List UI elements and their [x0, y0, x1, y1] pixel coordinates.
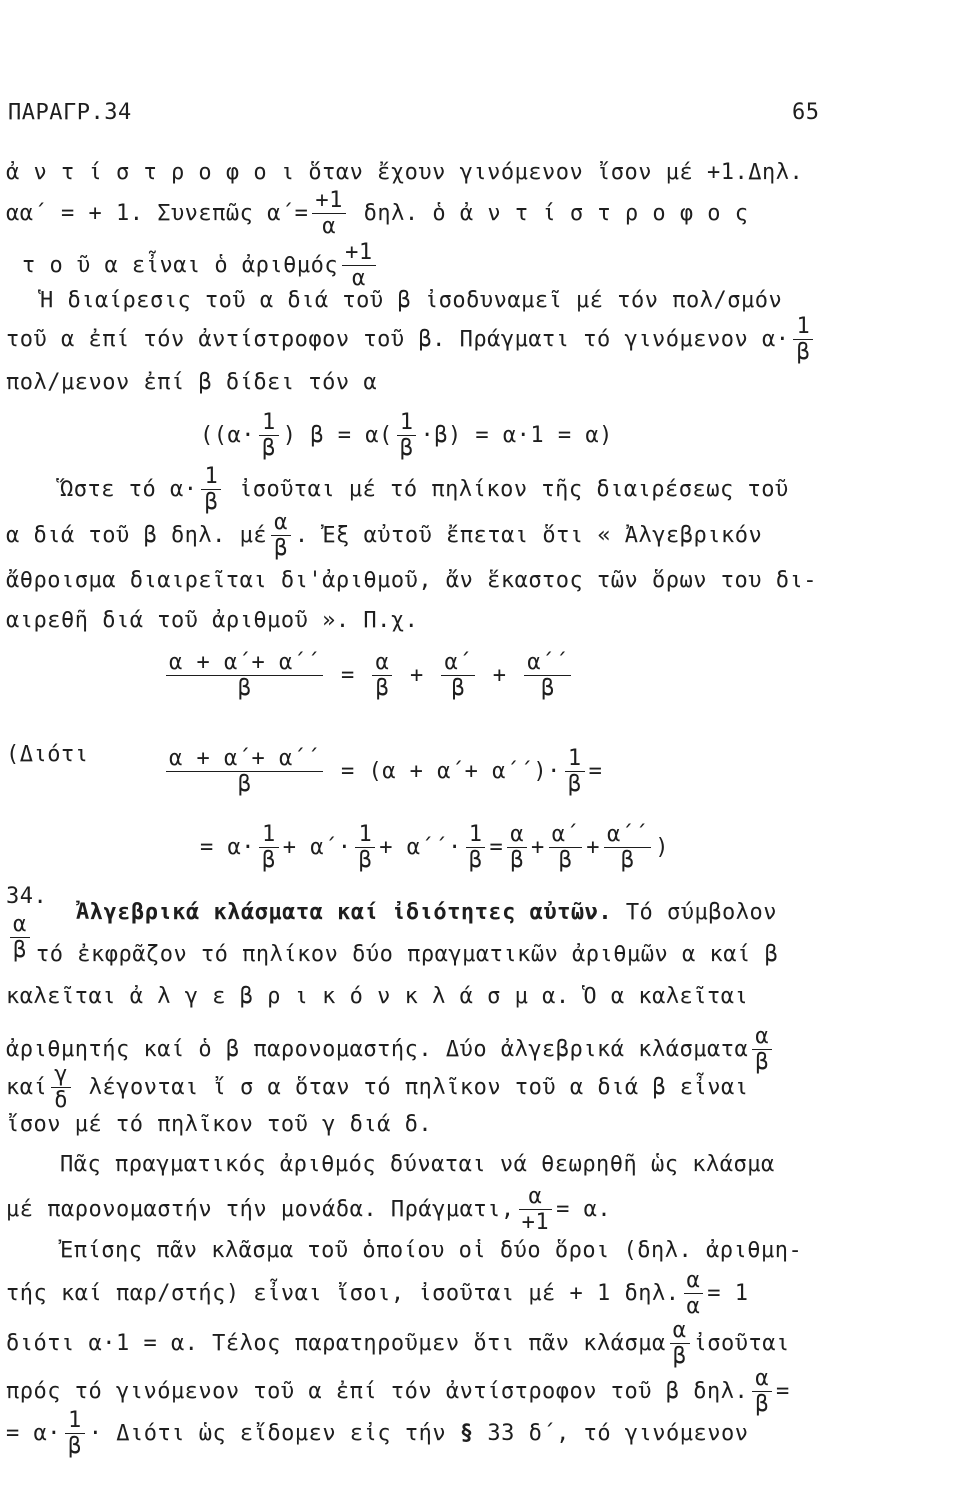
text-span: ἀ ν τ ί σ τ ρ ο φ ο ς — [459, 200, 749, 226]
text-span: + α΄· — [282, 834, 352, 860]
text-line — [6, 984, 748, 1009]
numerator: α — [519, 1184, 553, 1210]
denominator: α — [352, 266, 366, 292]
numerator: α + α΄+ α΄΄ — [166, 650, 323, 676]
text-span: Ὁ α καλεῖται — [583, 984, 749, 1009]
numerator: α — [684, 1268, 704, 1294]
denominator: β — [567, 772, 582, 798]
fraction — [166, 650, 323, 702]
numerator: α — [507, 822, 527, 848]
fraction — [441, 650, 475, 702]
section-heading — [76, 900, 777, 925]
text-line — [6, 1062, 749, 1114]
equals-sign: = — [340, 662, 355, 688]
equation-line — [200, 410, 613, 462]
fraction — [342, 240, 376, 292]
text-line — [6, 510, 762, 562]
text-span: α διά τοῦ β δηλ. μέ — [6, 522, 268, 548]
denominator: β — [540, 676, 555, 702]
fraction — [752, 1366, 772, 1418]
denominator: β — [558, 848, 573, 874]
denominator: δ — [54, 1088, 68, 1114]
numerator: α — [10, 912, 30, 938]
text-line — [6, 188, 749, 240]
denominator: β — [274, 536, 288, 562]
numerator: α΄΄ — [524, 650, 571, 676]
text-span: Ὥστε τό α· — [60, 476, 198, 502]
denominator: β — [672, 1344, 687, 1370]
fraction — [670, 1318, 690, 1370]
equals-sign: = — [588, 758, 603, 784]
denominator: β — [67, 1434, 82, 1460]
fraction — [604, 822, 651, 874]
term-emphasis: κ λ ά σ μ α. — [404, 984, 570, 1009]
text-span: λέγονται — [88, 1074, 199, 1100]
numerator: 1 — [65, 1408, 85, 1434]
numerator: 1 — [259, 822, 279, 848]
fraction — [684, 1268, 704, 1320]
text-span: Τό σύμβολον — [625, 900, 778, 925]
section-number: 34. — [6, 884, 48, 909]
denominator: β — [237, 772, 252, 798]
text-line: Ἡ διαίρεσις τοῦ α διά τοῦ β ἰσοδυναμεῖ μέ τόν πολ/σμόν — [40, 288, 783, 313]
denominator: β — [468, 848, 483, 874]
text-span: τοῦ α ἐπί τόν ἀντίστροφον τοῦ β. Πράγματι τό γινόμενον α· — [6, 326, 790, 352]
fraction — [51, 1062, 71, 1114]
text-line — [6, 1318, 790, 1370]
equation-line — [200, 822, 669, 874]
numerator: α΄΄ — [604, 822, 651, 848]
text-span: = α· — [6, 1420, 61, 1446]
text-line: τό ἐκφρᾶζον τό πηλίκον δύο πραγματικῶν ἀριθμῶν α καί β — [36, 942, 779, 967]
numerator: 1 — [466, 822, 486, 848]
plus-sign: + — [530, 834, 545, 860]
numerator: α + α΄+ α΄΄ — [166, 746, 323, 772]
text-line: αιρεθῆ διά τοῦ ἀριθμοῦ ». Π.χ. — [6, 608, 419, 633]
numerator: α — [752, 1024, 772, 1050]
close-paren: ) — [655, 834, 669, 860]
text-span: ὅταν τό πηλῖκον τοῦ α διά β εἶναι — [294, 1074, 749, 1100]
fraction — [372, 650, 392, 702]
text-span: δηλ. ὁ — [363, 200, 447, 226]
fraction — [259, 822, 279, 874]
page-header-section: ΠΑΡΑΓΡ.34 — [8, 100, 132, 125]
plus-sign: + — [492, 662, 507, 688]
plus-sign: + — [409, 662, 424, 688]
numerator: 1 — [201, 464, 221, 490]
denominator: β — [261, 436, 276, 462]
denominator: β — [620, 848, 635, 874]
plus-sign: + — [586, 834, 600, 860]
text-line — [6, 912, 34, 964]
numerator: α — [372, 650, 392, 676]
denominator: β — [261, 848, 276, 874]
denominator: β — [13, 938, 27, 964]
text-span: διότι α·1 = α. Τέλος παρατηροῦμεν ὅτι πᾶν κλάσμα — [6, 1330, 666, 1356]
denominator: β — [399, 436, 414, 462]
text-line — [6, 1408, 749, 1460]
numerator: 1 — [397, 410, 417, 436]
text-span: . Ἐξ αὐτοῦ ἔπεται ὅτι « Ἀλγεβρικόν — [294, 522, 763, 548]
text-span: καί — [6, 1074, 48, 1100]
text-span: ἰσοῦται μέ τό πηλίκον τῆς διαιρέσεως τοῦ — [238, 476, 789, 502]
numerator: α — [752, 1366, 772, 1392]
denominator: α — [322, 214, 337, 240]
term-emphasis: ἴ σ α — [212, 1074, 282, 1100]
denominator: β — [755, 1050, 769, 1076]
denominator: β — [358, 848, 373, 874]
numerator: α΄ — [549, 822, 583, 848]
text-line: (Διότι — [6, 742, 89, 767]
denominator: +1 — [521, 1210, 550, 1236]
text-span: = α. — [556, 1196, 612, 1222]
text-span: τής καί παρ/στής) εἶναι ἴσοι, ἰσοῦται μέ + 1 δηλ. — [6, 1280, 680, 1306]
fraction — [397, 410, 417, 462]
fraction — [519, 1184, 553, 1236]
text-line — [22, 240, 380, 292]
section-title: Ἀλγεβρικά κλάσματα καί ἰδιότητες αὐτῶν. — [76, 900, 613, 925]
numerator: α΄ — [441, 650, 475, 676]
page-number: 65 — [792, 100, 820, 125]
fraction — [259, 410, 279, 462]
fraction — [549, 822, 583, 874]
text-span: = α· — [200, 834, 255, 860]
text-line: ἄθροισμα διαιρεῖται δι'ἀριθμοῦ, ἄν ἕκαστος τῶν ὅρων του δι- — [6, 568, 817, 593]
text-span: · Διότι ὡς εἴδομεν εἰς τήν — [88, 1420, 447, 1446]
fraction — [10, 912, 30, 964]
numerator: 1 — [793, 314, 813, 340]
text-span: + α΄΄· — [379, 834, 462, 860]
fraction — [752, 1024, 772, 1076]
text-line: πολ/μενον ἐπί β δίδει τόν α — [6, 370, 378, 395]
text-line: Πᾶς πραγματικός ἀριθμός δύναται νά θεωρηθῆ ὡς κλάσμα — [60, 1152, 775, 1177]
fraction — [466, 822, 486, 874]
fraction — [507, 822, 527, 874]
text-span: αα΄ = + 1. Συνεπῶς α΄= — [6, 200, 309, 226]
text-span: ·β) = α·1 = α) — [420, 422, 613, 448]
fraction — [312, 188, 346, 240]
text-span: ) β = α( — [282, 422, 393, 448]
numerator: α — [670, 1318, 690, 1344]
text-line — [6, 1184, 611, 1236]
text-span: 33 δ΄, τό γινόμενον — [487, 1420, 749, 1446]
text-span: καλεῖται — [6, 984, 116, 1009]
denominator: α — [686, 1294, 701, 1320]
section-sign: § — [459, 1420, 474, 1446]
fraction — [524, 650, 571, 702]
equation-line — [162, 650, 575, 702]
numerator: +1 — [342, 240, 376, 266]
text-span: ((α· — [200, 422, 255, 448]
numerator: 1 — [355, 822, 375, 848]
numerator: α — [271, 510, 291, 536]
fraction — [793, 314, 813, 366]
equation-line — [162, 746, 602, 798]
numerator: +1 — [312, 188, 346, 214]
numerator: 1 — [565, 746, 585, 772]
text-span: πρός τό γινόμενον τοῦ α ἐπί τόν ἀντίστροφον τοῦ β δηλ. — [6, 1378, 749, 1404]
text-span: ἀριθμητής καί ὁ β παρονομαστής. Δύο ἀλγεβρικά κλάσματα — [6, 1036, 749, 1062]
fraction — [271, 510, 291, 562]
fraction — [355, 822, 375, 874]
equals-sign: = — [489, 834, 504, 860]
text-line: Ἐπίσης πᾶν κλᾶσμα τοῦ ὁποίου οἱ δύο ὅροι (δηλ. ἀριθμη- — [60, 1238, 803, 1263]
text-line — [60, 464, 789, 516]
fraction — [65, 1408, 85, 1460]
denominator: β — [796, 340, 811, 366]
fraction — [565, 746, 585, 798]
fraction — [201, 464, 221, 516]
text-span: τ ο ῦ α εἶναι ὁ ἀριθμός — [22, 252, 339, 278]
text-span: = 1 — [707, 1280, 749, 1306]
fraction — [166, 746, 323, 798]
numerator: γ — [51, 1062, 71, 1088]
text-span: = (α + α΄+ α΄΄)· — [340, 758, 561, 784]
text-line: ἴσον μέ τό πηλῖκον τοῦ γ διά δ. — [6, 1112, 433, 1137]
denominator: β — [204, 490, 219, 516]
denominator: β — [510, 848, 524, 874]
text-line — [6, 314, 817, 366]
text-span: ἰσοῦται — [693, 1330, 790, 1356]
term-emphasis: ἀ λ γ ε β ρ ι κ ό ν — [129, 984, 391, 1009]
denominator: β — [451, 676, 466, 702]
numerator: 1 — [259, 410, 279, 436]
text-line: ἀ ν τ ί σ τ ρ ο φ ο ι ὅταν ἔχουν γινόμενον ἴσον μέ +1.Δηλ. — [6, 160, 804, 185]
denominator: β — [237, 676, 252, 702]
text-span: μέ παρονομαστήν τήν μονάδα. Πράγματι, — [6, 1196, 515, 1222]
denominator: β — [755, 1392, 769, 1418]
text-span: = — [776, 1378, 790, 1404]
text-line — [6, 1268, 749, 1320]
denominator: β — [375, 676, 390, 702]
